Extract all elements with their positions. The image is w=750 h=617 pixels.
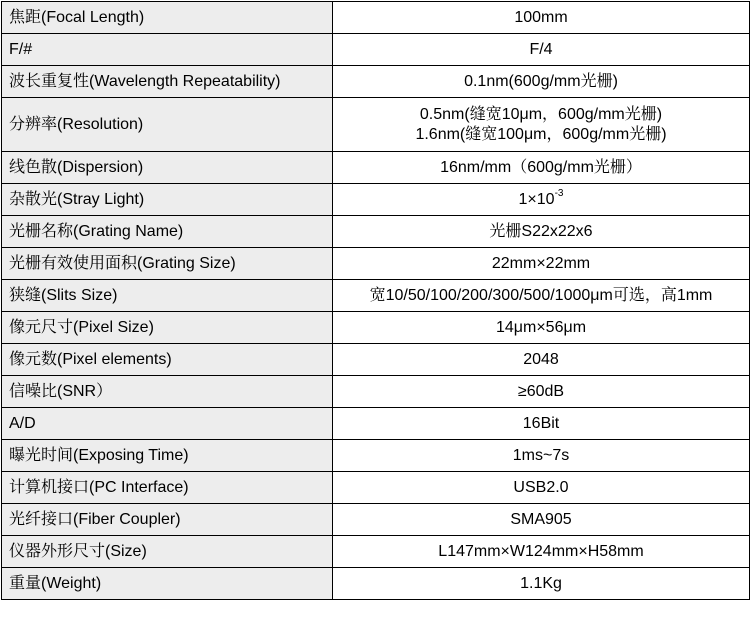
param-label: 曝光时间(Exposing Time): [2, 440, 333, 472]
table-row: [2, 98, 750, 152]
param-value: 光栅S22x22x6: [333, 216, 750, 248]
table-row: [2, 568, 750, 600]
param-value: ≥60dB: [333, 376, 750, 408]
param-value-line: 0.5nm(缝宽10μm，600g/mm光栅): [419, 105, 663, 123]
table-row: [2, 216, 750, 248]
param-value: L147mm×W124mm×H58mm: [333, 536, 750, 568]
param-value: [333, 98, 750, 152]
param-label: F/#: [2, 34, 333, 66]
param-value: 16nm/mm（600g/mm光栅）: [333, 152, 750, 184]
param-label: 光栅有效使用面积(Grating Size): [2, 248, 333, 280]
param-value: 14μm×56μm: [333, 312, 750, 344]
table-row: [2, 536, 750, 568]
table-row: [2, 152, 750, 184]
param-value: 100mm: [333, 2, 750, 34]
param-value: SMA905: [333, 504, 750, 536]
table-row: [2, 2, 750, 34]
table-row: [2, 280, 750, 312]
param-value: 宽10/50/100/200/300/500/1000μm可选，高1mm: [333, 280, 750, 312]
param-value-base: 1×10: [518, 190, 555, 208]
param-label: 光纤接口(Fiber Coupler): [2, 504, 333, 536]
param-label: 信噪比(SNR）: [2, 376, 333, 408]
table-row: [2, 440, 750, 472]
table-row: [2, 472, 750, 504]
table-row: [2, 66, 750, 98]
table-row: [2, 504, 750, 536]
param-label: 分辨率(Resolution): [2, 98, 333, 152]
param-label: 像元数(Pixel elements): [2, 344, 333, 376]
table-row: [2, 344, 750, 376]
param-label: 像元尺寸(Pixel Size): [2, 312, 333, 344]
param-label: 计算机接口(PC Interface): [2, 472, 333, 504]
param-label: 仪器外形尺寸(Size): [2, 536, 333, 568]
table-row: [2, 184, 750, 216]
param-value: 22mm×22mm: [333, 248, 750, 280]
param-label: 波长重复性(Wavelength Repeatability): [2, 66, 333, 98]
param-label: 杂散光(Stray Light): [2, 184, 333, 216]
param-value-line: 1.6nm(缝宽100μm，600g/mm光栅): [415, 125, 667, 143]
table-row: [2, 408, 750, 440]
spec-table: [1, 1, 750, 600]
param-label: 线色散(Dispersion): [2, 152, 333, 184]
param-value: F/4: [333, 34, 750, 66]
param-value: 16Bit: [333, 408, 750, 440]
table-row: [2, 34, 750, 66]
param-label: 狭缝(Slits Size): [2, 280, 333, 312]
param-value-exponent: -3: [554, 187, 564, 199]
param-label: A/D: [2, 408, 333, 440]
param-label: 焦距(Focal Length): [2, 2, 333, 34]
param-value: USB2.0: [333, 472, 750, 504]
param-label: 重量(Weight): [2, 568, 333, 600]
table-row: [2, 248, 750, 280]
param-value: 1.1Kg: [333, 568, 750, 600]
table-row: [2, 376, 750, 408]
param-value: 0.1nm(600g/mm光栅): [333, 66, 750, 98]
param-label: 光栅名称(Grating Name): [2, 216, 333, 248]
param-value: 2048: [333, 344, 750, 376]
param-value: 1ms~7s: [333, 440, 750, 472]
param-value: [333, 184, 750, 216]
table-row: [2, 312, 750, 344]
